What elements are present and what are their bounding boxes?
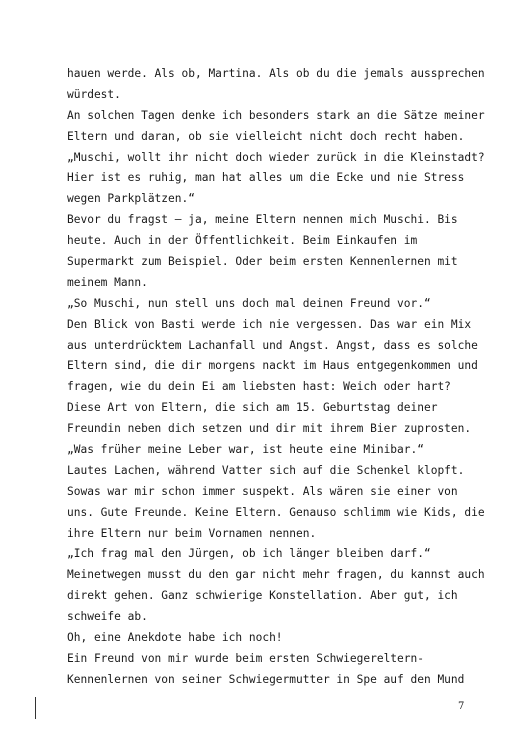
text-line-20: Lautes Lachen, während Vatter sich auf die Schenkel klopft. — [67, 463, 465, 477]
text-line-22: uns. Gute Freunde. Keine Eltern. Genauso schlimm wie Kids, die — [67, 505, 485, 519]
text-line-16: fragen, wie du dein Ei am liebsten hast: Weich oder hart? — [67, 380, 451, 394]
text-line-4: Eltern und daran, ob sie vielleicht nicht doch recht haben. — [67, 129, 465, 143]
margin-bar — [35, 697, 36, 719]
text-line-5: „Muschi, wollt ihr nicht doch wieder zurück in die Kleinstadt? — [67, 150, 485, 164]
text-line-15: Eltern sind, die dir morgens nackt im Haus entgegenkommen und — [67, 359, 478, 373]
text-line-28: Oh, eine Anekdote habe ich noch! — [67, 631, 283, 645]
text-line-26: direkt gehen. Ganz schwierige Konstellation. Aber gut, ich — [67, 589, 458, 603]
text-line-18: Freundin neben dich setzen und dir mit ihrem Bier zuprosten. — [67, 422, 472, 436]
text-line-11: meinem Mann. — [67, 275, 148, 289]
text-line-6: Hier ist es ruhig, man hat alles um die Ecke und nie Stress — [67, 171, 465, 185]
text-line-29: Ein Freund von mir wurde beim ersten Schwiegereltern- — [67, 651, 424, 665]
text-line-7: wegen Parkplätzen.“ — [67, 192, 195, 206]
text-line-1: hauen werde. Als ob, Martina. Als ob du die jemals aussprechen — [67, 67, 485, 80]
text-line-27: schweife ab. — [67, 610, 148, 624]
text-line-17: Diese Art von Eltern, die sich am 15. Geburtstag deiner — [67, 401, 438, 415]
text-line-2: würdest. — [67, 87, 121, 101]
text-line-23: ihre Eltern nur beim Vornamen nennen. — [67, 526, 317, 540]
page-number: 7 — [458, 701, 465, 712]
text-line-24: „Ich frag mal den Jürgen, ob ich länger bleiben darf.“ — [67, 547, 431, 561]
text-line-13: Den Blick von Basti werde ich nie vergessen. Das war ein Mix — [67, 317, 472, 331]
text-line-30: Kennenlernen von seiner Schwiegermutter in Spe auf den Mund — [67, 672, 465, 686]
body-text — [67, 64, 485, 691]
text-line-3: An solchen Tagen denke ich besonders stark an die Sätze meiner — [67, 108, 485, 122]
text-line-10: Supermarkt zum Beispiel. Oder beim ersten Kennenlernen mit — [67, 255, 458, 269]
text-line-25: Meinetwegen musst du den gar nicht mehr fragen, du kannst auch — [67, 568, 485, 582]
text-line-14: aus unterdrücktem Lachanfall und Angst. Angst, dass es solche — [67, 338, 478, 352]
text-line-19: „Was früher meine Leber war, ist heute eine Minibar.“ — [67, 443, 424, 457]
text-line-12: „So Muschi, nun stell uns doch mal deinen Freund vor.“ — [67, 296, 431, 310]
text-line-8: Bevor du fragst – ja, meine Eltern nennen mich Muschi. Bis — [67, 213, 458, 227]
text-line-21: Sowas war mir schon immer suspekt. Als wären sie einer von — [67, 484, 458, 498]
text-line-9: heute. Auch in der Öffentlichkeit. Beim Einkaufen im — [67, 234, 418, 248]
